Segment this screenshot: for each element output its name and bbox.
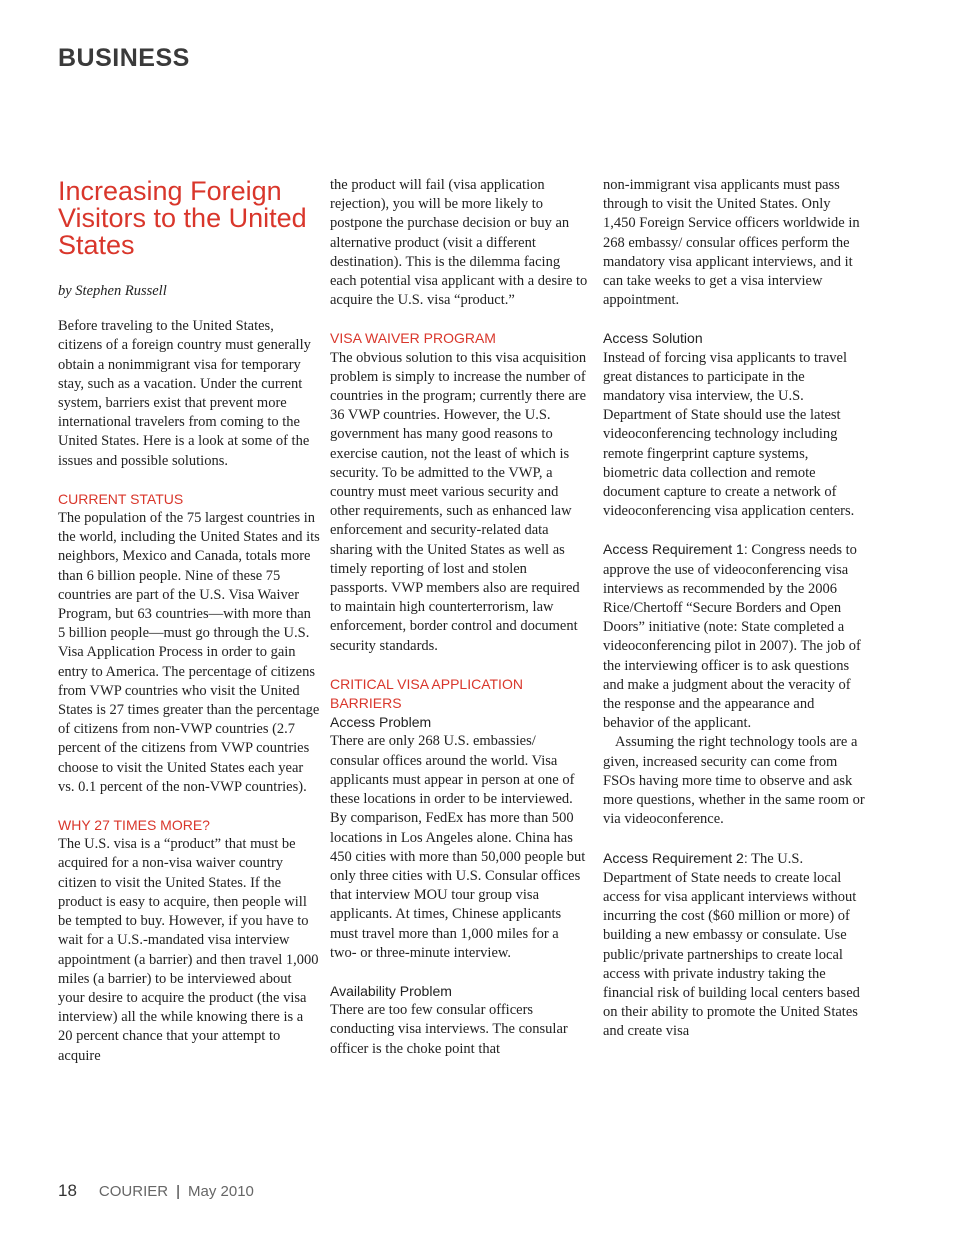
heading-why-27: WHY 27 TIMES MORE? [58,817,210,834]
vwp-paragraph: The obvious solution to this visa acquisition problem is simply to increase the number of countries in the program; currently there are 36 VWP countries. However, the U.S. government has many good reasons to exercise caution, not the least of which is security. To be admitted to the VWP, a country must meet various security and other requirements, such as enhanced law enforcement and security-related data sharing with the United States as well as timely reporting of lost and stolen passports. VWP members also are required to maintain high counterterrorism, law enforcement, border control and document security standards. [330,349,587,654]
heading-barriers: CRITICAL VISA APPLICATION BARRIERS [330,675,523,712]
subheading-access-solution: Access Solution [603,330,703,347]
page-number: 18 [58,1181,77,1200]
req1-paragraph-2: Assuming the right technology tools are a given, increased security can come from FSOs having more time to observe and ask more questions, whether in the same room or via videoconference. [603,734,865,828]
byline: by Stephen Russell [58,283,167,299]
req1-heading: Access Requirement 1: [603,541,748,558]
why-27-paragraph: The U.S. visa is a “product” that must be acquired for a non-visa waiver country citizen to visit the United States. If the product is easy to acquire, then people will be tempted to buy. However, if you have to wait for a U.S.-mandated visa interview appointment (a barrier) and then travel 1,000 miles (a barrier) to be interviewed about your desire to acquire the product (the visa interview) all the while knowing there is a 20 percent chance that your attempt to acquire [58,836,319,1064]
page-footer [58,1181,254,1201]
subheading-access-problem: Access Problem [330,714,432,731]
access-solution-paragraph: Instead of forcing visa applicants to travel great distances to participate in the mandatory visa interview, the U.S. Department of State should use the latest videoconferencing technology including remote fingerprint capture systems, biometric data collection and remote document capture to create a network of videoconferencing visa application centers. [603,349,855,520]
heading-vwp: VISA WAIVER PROGRAM [330,330,496,347]
current-status-paragraph: The population of the 75 largest countries in the world, including the United States and its neighbors, Mexico and Canada, totals more than 6 billion people. Nine of these 75 countries are part of the U.S. Visa Waiver Program, but 63 countries—with more than 5 billion people—must go through the U.S. Visa Application Process in order to gain entry to America. The percentage of citizens from VWP countries who visit the United States is 27 times greater than the percentage of citizens from non-VWP countries (2.7 percent of the citizens from VWP countries choose to visit the United States each year vs. 0.1 percent of the non-VWP countries). [58,510,320,795]
why-27-continuation: the product will fail (visa application rejection), you will be more likely to postpone the purchase decision or buy an alternative product (visit a different destination). This is the dilemma facing each potential visa applicant with a desire to acquire the U.S. visa “product.” [330,177,588,309]
availability-continuation: non-immigrant visa applicants must pass through to visit the United States. Only 1,450 Foreign Service officers worldwide in 268 embassy/ consular offices perform the mandatory visa applicant interviews, and it can take weeks to get a visa interview appointment. [603,177,860,309]
column-1 [58,176,320,1066]
column-3 [603,176,865,1042]
issue-date: May 2010 [188,1183,254,1200]
req2-heading: Access Requirement 2: [603,849,748,866]
access-problem-paragraph: There are only 268 U.S. embassies/ consular offices around the world. Visa applicants must appear in person at one of these locations in order to be interviewed. By comparison, FedEx has more than 500 locations in Los Angeles alone. China has 450 cities with more than 50,000 people but only three cities with U.S. Consular offices that interview MOU tour group visa applicants. At times, Chinese applicants must travel more than 1,000 miles for a two- or three-minute interview. [330,733,586,961]
intro-paragraph: Before traveling to the United States, citizens of a foreign country must generally obtain a nonimmigrant visa for temporary stay, such as a vacation. Under the current system, barriers exist that prevent more international travelers from coming to the United States. Here is a look at some of the issues and possible solutions. [58,318,311,469]
subheading-availability-problem: Availability Problem [330,982,452,999]
section-label: BUSINESS [58,44,190,72]
footer-separator: | [176,1183,180,1200]
req1-body: Congress needs to approve the use of videoconferencing visa interviews as recommended by the 2006 Rice/Chertoff “Secure Borders and Open Doors” initiative (note: State completed a videoconferencing pilot in 2007). The job of the interviewing officer is to ask questions and make a judgment about the veracity of the response and the appearance and behavior of the applicant. [603,542,861,732]
publication-name: COURIER [98,1183,169,1200]
column-2 [330,176,588,1059]
article-title: Increasing Foreign Visitors to the United States [58,176,307,260]
req2-body: The U.S. Department of State needs to create local access for visa applicant interviews without incurring the cost ($60 million or more) of building a new embassy or consulate. Use public/private partnerships to create local access with private industry taking the financial risk of building local centers based on their ability to promote the United States and create visa [603,850,860,1040]
req2-paragraph [603,849,865,1042]
heading-current-status: CURRENT STATUS [58,490,184,507]
req1-paragraph [603,540,865,733]
availability-problem-paragraph: There are too few consular officers conducting visa interviews. The consular officer is the choke point that [330,1002,568,1057]
